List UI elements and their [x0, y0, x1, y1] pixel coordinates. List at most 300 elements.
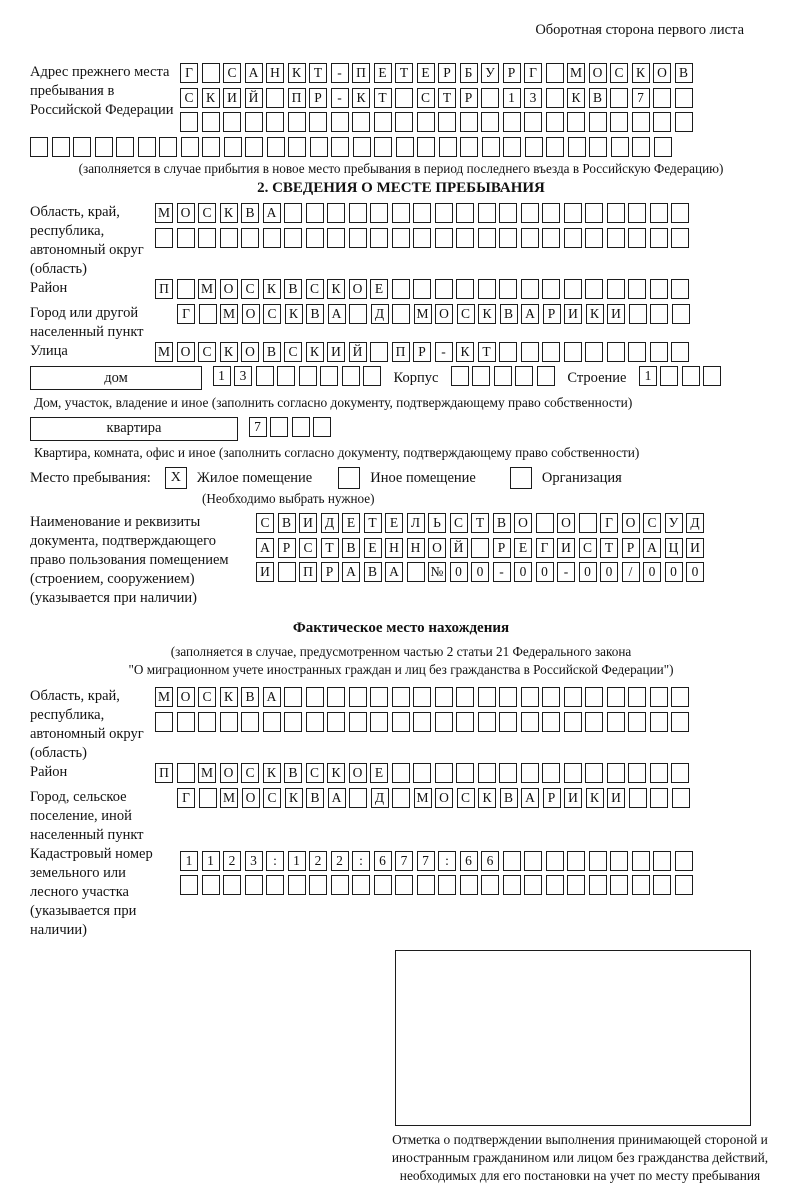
- char-cell: [180, 112, 198, 132]
- char-row-actual-region-2: [155, 712, 772, 732]
- char-cell: [653, 88, 671, 108]
- char-cell: [288, 875, 306, 895]
- char-cell: [456, 228, 474, 248]
- char-cell: О: [177, 342, 195, 362]
- char-cell: [266, 875, 284, 895]
- char-cell: С: [284, 342, 302, 362]
- char-cell: [417, 875, 435, 895]
- house-note: Дом, участок, владение и иное (заполнить согласно документу, подтверждающему право собственности): [34, 394, 633, 410]
- char-cell: 2: [331, 851, 349, 871]
- char-row-prev-address-2: [180, 88, 772, 108]
- char-cell: [653, 875, 671, 895]
- char-cell: [342, 366, 360, 386]
- char-cell: К: [285, 788, 303, 808]
- char-cell: [607, 203, 625, 223]
- char-row-district: [155, 279, 772, 299]
- char-cell: [306, 203, 324, 223]
- char-cell: 0: [579, 562, 597, 582]
- char-cell: А: [342, 562, 360, 582]
- char-cell: О: [428, 538, 446, 558]
- char-cell: [628, 342, 646, 362]
- char-cell: П: [155, 763, 173, 783]
- char-cell: [542, 203, 560, 223]
- char-cell: В: [306, 304, 324, 324]
- char-cell: [370, 228, 388, 248]
- char-row-prev-address-4: [30, 137, 772, 157]
- house-box-label: дом: [30, 366, 202, 390]
- char-cell: С: [450, 513, 468, 533]
- apartment-box-label: квартира: [30, 417, 238, 441]
- actual-note-line-2: "О миграционном учете иностранных граждан и лиц без гражданства в Российской Федерации"): [128, 662, 674, 677]
- char-cell: [653, 851, 671, 871]
- char-cell: В: [278, 513, 296, 533]
- char-cell: [564, 712, 582, 732]
- char-cell: Г: [177, 304, 195, 324]
- char-cell: К: [263, 279, 281, 299]
- char-cell: Р: [460, 88, 478, 108]
- char-cell: [564, 342, 582, 362]
- char-cell: М: [155, 687, 173, 707]
- char-cell: [564, 279, 582, 299]
- char-cell: Е: [370, 279, 388, 299]
- char-cell: [202, 137, 220, 157]
- char-cell: [503, 112, 521, 132]
- char-cell: С: [417, 88, 435, 108]
- char-cell: [395, 875, 413, 895]
- char-cell: [607, 712, 625, 732]
- char-cell: 0: [536, 562, 554, 582]
- char-cell: [306, 228, 324, 248]
- char-cell: [628, 228, 646, 248]
- char-cell: [628, 203, 646, 223]
- char-cell: [478, 228, 496, 248]
- char-cell: [456, 687, 474, 707]
- house-row: [30, 366, 772, 390]
- char-cell: С: [241, 763, 259, 783]
- char-cell: [439, 137, 457, 157]
- char-row-stroenie: [639, 366, 722, 390]
- actual-city-label: Город, сельское поселение, иной населенный пункт: [30, 788, 144, 843]
- char-cell: К: [567, 88, 585, 108]
- char-cell: Г: [600, 513, 618, 533]
- char-cell: 0: [514, 562, 532, 582]
- char-cell: Р: [309, 88, 327, 108]
- char-cell: [472, 366, 490, 386]
- char-cell: [632, 137, 650, 157]
- char-cell: И: [607, 304, 625, 324]
- char-cell: Б: [460, 63, 478, 83]
- char-cell: [202, 112, 220, 132]
- char-cell: [460, 137, 478, 157]
- char-cell: Е: [385, 513, 403, 533]
- actual-location-note: [30, 643, 772, 679]
- char-cell: С: [241, 279, 259, 299]
- char-cell: О: [349, 763, 367, 783]
- region-rows: [155, 203, 772, 279]
- stay-opt-other-label: Иное помещение: [370, 469, 476, 486]
- char-cell: В: [284, 763, 302, 783]
- char-cell: [589, 112, 607, 132]
- char-cell: [478, 687, 496, 707]
- char-cell: [478, 712, 496, 732]
- char-cell: Т: [600, 538, 618, 558]
- cadastral-rows: [180, 851, 772, 940]
- char-cell: [542, 228, 560, 248]
- char-cell: [277, 366, 295, 386]
- char-cell: [567, 875, 585, 895]
- char-cell: О: [435, 788, 453, 808]
- char-cell: С: [579, 538, 597, 558]
- char-cell: [198, 228, 216, 248]
- char-cell: 6: [481, 851, 499, 871]
- char-cell: [413, 279, 431, 299]
- char-cell: В: [675, 63, 693, 83]
- char-cell: -: [331, 63, 349, 83]
- char-cell: К: [327, 279, 345, 299]
- char-cell: [395, 112, 413, 132]
- char-cell: [374, 137, 392, 157]
- char-cell: [177, 228, 195, 248]
- char-cell: [284, 687, 302, 707]
- char-cell: В: [500, 788, 518, 808]
- char-cell: [607, 228, 625, 248]
- char-cell: [564, 687, 582, 707]
- char-cell: И: [564, 304, 582, 324]
- char-cell: К: [220, 203, 238, 223]
- char-cell: [585, 687, 603, 707]
- char-cell: В: [500, 304, 518, 324]
- char-cell: [568, 137, 586, 157]
- char-cell: [589, 851, 607, 871]
- char-cell: П: [288, 88, 306, 108]
- char-cell: [138, 137, 156, 157]
- char-cell: [370, 342, 388, 362]
- char-cell: О: [557, 513, 575, 533]
- street-label: Улица: [30, 342, 68, 359]
- korpus-label: Корпус: [393, 370, 439, 386]
- char-cell: [481, 112, 499, 132]
- stay-opt-residential-label: Жилое помещение: [196, 469, 313, 486]
- char-cell: [353, 137, 371, 157]
- char-cell: Т: [364, 513, 382, 533]
- char-cell: [499, 712, 517, 732]
- char-cell: [481, 88, 499, 108]
- char-cell: К: [632, 63, 650, 83]
- char-cell: [352, 112, 370, 132]
- char-cell: [650, 228, 668, 248]
- char-cell: [241, 228, 259, 248]
- char-cell: В: [241, 203, 259, 223]
- char-row-city: [177, 304, 772, 324]
- char-cell: [435, 763, 453, 783]
- char-cell: [266, 88, 284, 108]
- char-cell: 0: [450, 562, 468, 582]
- char-cell: [306, 712, 324, 732]
- char-cell: [198, 712, 216, 732]
- char-cell: 1: [202, 851, 220, 871]
- char-cell: [417, 137, 435, 157]
- char-cell: [220, 228, 238, 248]
- char-cell: О: [177, 203, 195, 223]
- char-cell: П: [155, 279, 173, 299]
- char-row-region-2: [155, 228, 772, 248]
- char-cell: К: [220, 687, 238, 707]
- char-cell: Т: [471, 513, 489, 533]
- char-cell: И: [686, 538, 704, 558]
- char-cell: С: [180, 88, 198, 108]
- char-cell: -: [331, 88, 349, 108]
- char-cell: [435, 279, 453, 299]
- char-cell: [521, 763, 539, 783]
- char-cell: [546, 63, 564, 83]
- char-cell: [521, 687, 539, 707]
- char-cell: Е: [342, 513, 360, 533]
- char-row-korpus: [451, 366, 555, 390]
- char-cell: [499, 228, 517, 248]
- char-cell: У: [665, 513, 683, 533]
- char-cell: [288, 137, 306, 157]
- char-cell: [456, 763, 474, 783]
- char-cell: Т: [321, 538, 339, 558]
- char-cell: П: [352, 63, 370, 83]
- char-cell: [349, 712, 367, 732]
- char-cell: Г: [536, 538, 554, 558]
- char-row-house-number: [213, 366, 382, 390]
- char-cell: [542, 687, 560, 707]
- char-cell: [675, 851, 693, 871]
- char-cell: 0: [471, 562, 489, 582]
- char-cell: Ц: [665, 538, 683, 558]
- char-cell: [181, 137, 199, 157]
- char-cell: [675, 112, 693, 132]
- char-cell: [241, 712, 259, 732]
- stay-type-row: [30, 467, 772, 489]
- char-cell: [611, 137, 629, 157]
- char-cell: [481, 875, 499, 895]
- char-cell: К: [288, 63, 306, 83]
- char-cell: [521, 279, 539, 299]
- char-row-street: [155, 342, 772, 362]
- char-cell: [349, 788, 367, 808]
- char-cell: Д: [321, 513, 339, 533]
- char-cell: [628, 712, 646, 732]
- char-cell: К: [285, 304, 303, 324]
- char-cell: [546, 875, 564, 895]
- char-cell: [435, 228, 453, 248]
- char-row-actual-district: [155, 763, 772, 783]
- char-cell: [392, 304, 410, 324]
- char-cell: [585, 228, 603, 248]
- actual-city-block: [30, 788, 772, 845]
- char-cell: Е: [374, 63, 392, 83]
- region-label: Область, край, республика, автономный округ (область): [30, 204, 144, 277]
- actual-region-block: [30, 687, 772, 763]
- char-cell: [460, 875, 478, 895]
- char-cell: Р: [413, 342, 431, 362]
- char-cell: [589, 137, 607, 157]
- char-cell: Р: [493, 538, 511, 558]
- char-cell: О: [177, 687, 195, 707]
- char-cell: [671, 203, 689, 223]
- char-cell: [503, 137, 521, 157]
- char-cell: Н: [385, 538, 403, 558]
- char-cell: К: [586, 788, 604, 808]
- char-cell: И: [327, 342, 345, 362]
- char-cell: [309, 112, 327, 132]
- char-cell: [309, 875, 327, 895]
- char-cell: [585, 279, 603, 299]
- char-cell: [202, 63, 220, 83]
- char-cell: И: [564, 788, 582, 808]
- char-cell: [177, 763, 195, 783]
- char-cell: [180, 875, 198, 895]
- char-cell: [542, 279, 560, 299]
- char-cell: [263, 228, 281, 248]
- char-cell: /: [622, 562, 640, 582]
- char-cell: [650, 712, 668, 732]
- char-cell: [413, 203, 431, 223]
- char-cell: 1: [503, 88, 521, 108]
- char-row-cadastral-2: [180, 875, 772, 895]
- char-cell: [524, 851, 542, 871]
- char-cell: У: [481, 63, 499, 83]
- actual-region-label: Область, край, республика, автономный округ (область): [30, 688, 144, 761]
- document-block: [30, 513, 772, 608]
- char-cell: 3: [245, 851, 263, 871]
- char-cell: Е: [514, 538, 532, 558]
- char-cell: [650, 788, 668, 808]
- char-cell: Н: [407, 538, 425, 558]
- char-cell: [392, 788, 410, 808]
- char-cell: [629, 304, 647, 324]
- char-cell: [245, 137, 263, 157]
- char-cell: С: [198, 687, 216, 707]
- char-cell: [524, 875, 542, 895]
- char-cell: №: [428, 562, 446, 582]
- char-cell: [374, 112, 392, 132]
- checkbox-residential: X: [165, 467, 187, 489]
- char-cell: 6: [374, 851, 392, 871]
- char-cell: М: [198, 279, 216, 299]
- char-cell: [395, 88, 413, 108]
- char-cell: [478, 279, 496, 299]
- char-cell: С: [610, 63, 628, 83]
- char-row-region-1: [155, 203, 772, 223]
- registration-mark-box: [395, 950, 751, 1126]
- prev-address-rows: [180, 63, 772, 137]
- char-cell: Г: [177, 788, 195, 808]
- char-cell: С: [299, 538, 317, 558]
- checkbox-organization: [510, 467, 532, 489]
- char-cell: [671, 763, 689, 783]
- char-cell: А: [263, 203, 281, 223]
- char-cell: [177, 712, 195, 732]
- char-cell: [579, 513, 597, 533]
- char-cell: [363, 366, 381, 386]
- char-cell: [585, 342, 603, 362]
- char-cell: С: [306, 279, 324, 299]
- char-cell: А: [328, 788, 346, 808]
- char-cell: [407, 562, 425, 582]
- char-cell: [266, 112, 284, 132]
- char-cell: А: [328, 304, 346, 324]
- char-cell: [199, 788, 217, 808]
- registration-mark-caption: Отметка о подтверждении выполнения принимающей стороной и иностранным гражданином или лицом без гражданства действий, необходимых для его постановки на учет по месту пребывания: [391, 1131, 769, 1183]
- char-cell: [331, 112, 349, 132]
- char-cell: 2: [223, 851, 241, 871]
- char-cell: [471, 538, 489, 558]
- char-cell: [199, 304, 217, 324]
- char-cell: С: [198, 342, 216, 362]
- char-cell: [546, 851, 564, 871]
- char-cell: 7: [417, 851, 435, 871]
- char-cell: [116, 137, 134, 157]
- char-cell: [306, 687, 324, 707]
- char-cell: В: [306, 788, 324, 808]
- char-cell: Г: [180, 63, 198, 83]
- char-cell: С: [198, 203, 216, 223]
- char-cell: [374, 875, 392, 895]
- char-cell: [284, 203, 302, 223]
- city-label: Город или другой населенный пункт: [30, 304, 144, 340]
- stay-type-label: Место пребывания:: [30, 469, 151, 486]
- char-cell: С: [263, 788, 281, 808]
- char-cell: К: [327, 763, 345, 783]
- char-cell: П: [299, 562, 317, 582]
- char-cell: [607, 342, 625, 362]
- char-cell: [327, 687, 345, 707]
- char-cell: В: [284, 279, 302, 299]
- char-cell: [352, 875, 370, 895]
- char-cell: [30, 137, 48, 157]
- char-cell: К: [352, 88, 370, 108]
- char-cell: [632, 875, 650, 895]
- char-cell: 0: [665, 562, 683, 582]
- char-cell: [632, 851, 650, 871]
- char-cell: [478, 763, 496, 783]
- char-cell: [542, 763, 560, 783]
- char-cell: О: [435, 304, 453, 324]
- char-cell: [270, 417, 288, 437]
- char-cell: [52, 137, 70, 157]
- char-cell: [567, 112, 585, 132]
- char-cell: В: [263, 342, 281, 362]
- char-cell: [370, 687, 388, 707]
- char-cell: О: [242, 788, 260, 808]
- char-cell: [610, 112, 628, 132]
- char-cell: А: [521, 788, 539, 808]
- char-cell: [675, 875, 693, 895]
- char-cell: [73, 137, 91, 157]
- char-cell: Е: [370, 763, 388, 783]
- char-cell: [331, 137, 349, 157]
- char-cell: М: [414, 304, 432, 324]
- char-cell: 1: [213, 366, 231, 386]
- actual-location-title: Фактическое место нахождения: [292, 620, 510, 636]
- char-cell: [392, 687, 410, 707]
- char-cell: [155, 228, 173, 248]
- char-cell: М: [220, 304, 238, 324]
- char-cell: [456, 203, 474, 223]
- char-cell: [546, 137, 564, 157]
- actual-district-label: Район: [30, 764, 68, 780]
- char-cell: [263, 712, 281, 732]
- char-cell: И: [223, 88, 241, 108]
- char-cell: [95, 137, 113, 157]
- char-cell: [224, 137, 242, 157]
- actual-note-line-1: (заполняется в случае, предусмотренном частью 2 статьи 21 Федерального закона: [170, 644, 632, 659]
- char-cell: [542, 342, 560, 362]
